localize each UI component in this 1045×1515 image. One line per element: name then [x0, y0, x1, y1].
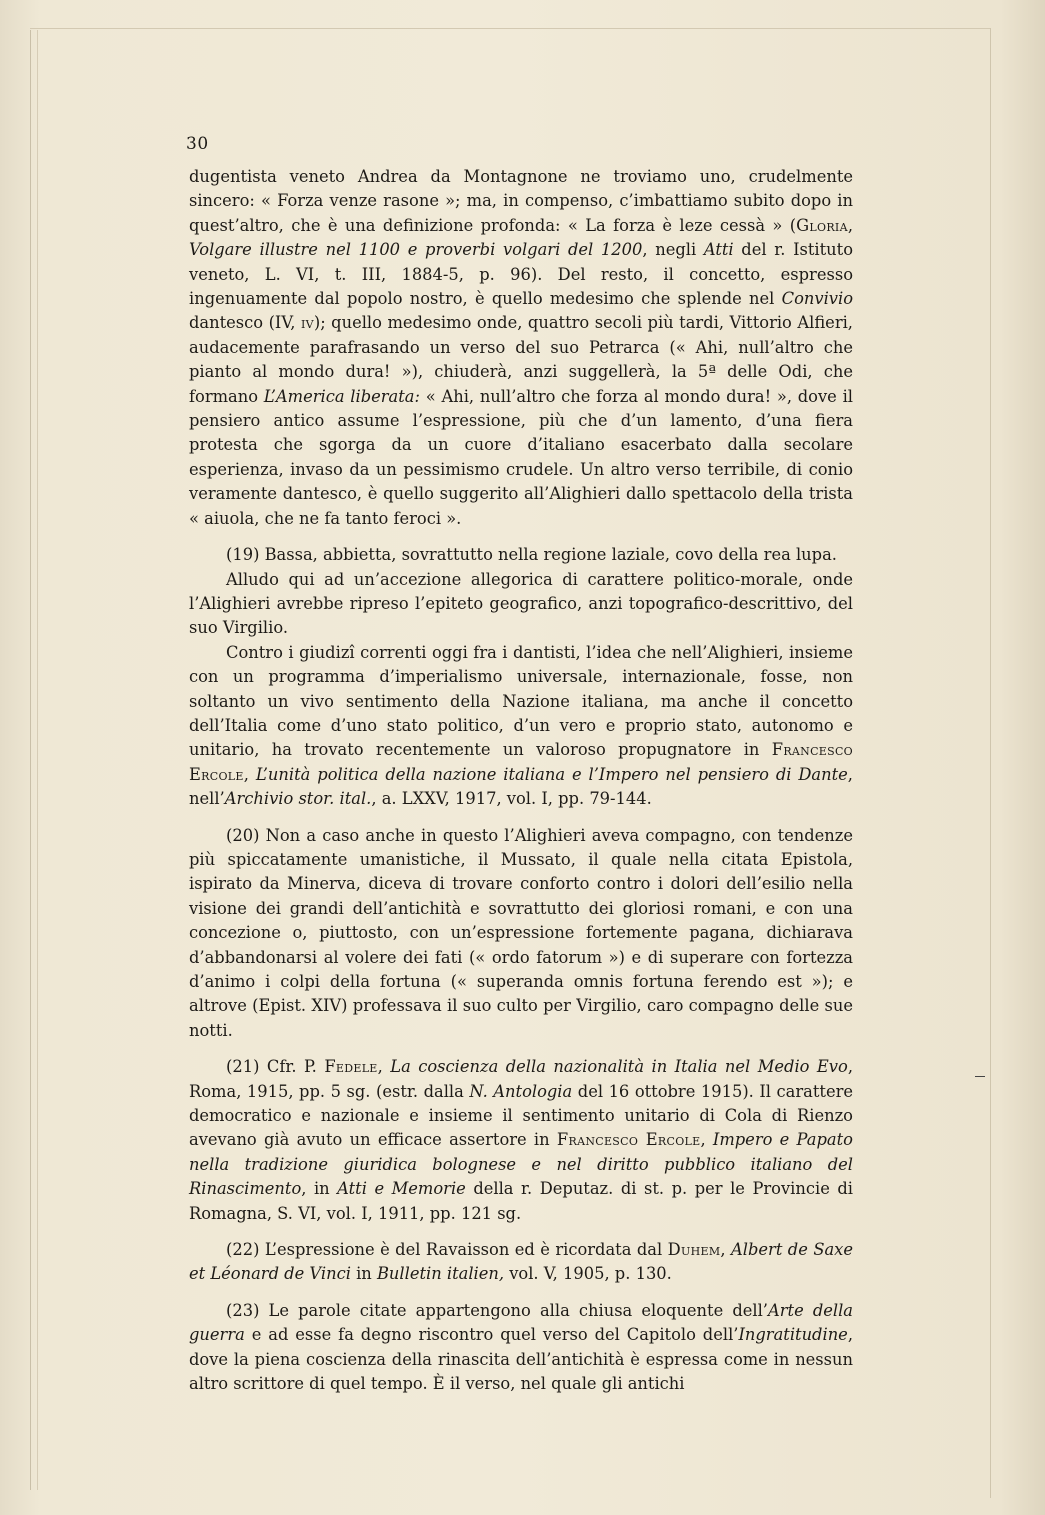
italic-text: Archivio stor. ital.	[224, 789, 372, 809]
author-name: iv	[300, 313, 314, 333]
italic-text: Albert de Saxe et Léonard de Vinci	[189, 1240, 853, 1284]
text-run: « Ahi, null’altro che forza al mondo dura! », dove il pensiero antico assume l’espressione, più che d’un lamento, d’una fiera protesta che sgorga da un cuore d’italiano esacerbato dalla secolare esperienza, invaso da un pessimismo crudele. Un altro verso terribile, di conio veramente dantesco, è quello suggerito all’Alighieri dallo spettacolo della trista « aiuola, che ne fa tanto feroci ».	[189, 386, 853, 528]
text-run: , nell’	[189, 764, 853, 809]
italic-text: Impero e Papato nella tradizione giuridica bolognese e nel diritto pubblico italiano del Rinascimento	[189, 1130, 853, 1199]
paragraph	[189, 1055, 853, 1226]
page-edge-left	[30, 30, 38, 1490]
italic-text: Ingratitudine	[738, 1325, 848, 1345]
page-number: 30	[186, 134, 209, 154]
text-run: Alludo qui ad un’accezione allegorica di carattere politico-morale, onde l’Alighieri avrebbe ripreso l’epiteto geografico, anzi topografico-descrittivo, del suo Virgilio.	[189, 569, 853, 638]
text-run: in	[350, 1264, 377, 1284]
paragraph	[189, 824, 853, 1044]
italic-text: La coscienza della nazionalità in Italia nel Medio Evo	[390, 1057, 848, 1077]
author-name: Francesco Ercole	[189, 740, 853, 784]
text-run: e ad esse fa degno riscontro quel verso del Capitolo dell’	[244, 1325, 739, 1345]
text-run: ,	[243, 764, 256, 784]
text-run: (22) L’espressione è del Ravaisson ed è ricordata dal	[226, 1240, 668, 1260]
italic-text: Arte della guerra	[189, 1300, 853, 1345]
text-run: (20) Non a caso anche in questo l’Alighieri aveva compagno, con tendenze più spiccatamente umanistiche, il Mussato, il quale nella citata Epistola, ispirato da Minerva, diceva di trovare conforto contro i dolori dell’esilio nella visione dei grandi dell’antichità e sovrattutto dei gloriosi romani, e con una concezione o, piuttosto, con un’espressione fortemente pagana, dichiarava d’abbandonarsi al volere dei fati (« ordo fatorum ») e di superare con fortezza d’animo i colpi della fortuna (« superanda omnis fortuna ferendo est »); e altrove (Epist. XIV) professava il suo culto per Virgilio, caro compagno delle sue notti.	[189, 825, 853, 1040]
text-run: dantesco (IV,	[189, 313, 301, 333]
text-run: dugentista veneto Andrea da Montagnone ne troviamo uno, crudelmente sincero: « Forza venze rasone »; ma, in compenso, c’imbattiamo subito dopo in quest’altro, che è una definizione profonda: « La forza è leze cessà » (	[189, 167, 853, 235]
italic-text: Convivio	[781, 289, 853, 309]
text-run: ,	[847, 215, 853, 235]
text-run: , dove la piena coscienza della rinascita dell’antichità è espressa come in nessun altro scrittore di quel tempo. È il verso, nel quale gli antichi	[189, 1325, 853, 1394]
text-run: Contro i giudizî correnti oggi fra i dantisti, l’idea che nell’Alighieri, insieme con un programma d’imperialismo universale, internazionale, fosse, non soltanto un vivo sentimento della Nazione italiana, ma anche il concetto dell’Italia come d’uno stato politico, d’un vero e proprio stato, autonomo e unitario, ha trovato recentemente un valoroso propugnatore in	[189, 642, 853, 760]
italic-text: Volgare illustre nel 1100 e proverbi volgari del 1200	[189, 240, 643, 260]
italic-text: L’America liberata:	[263, 386, 420, 406]
body-text	[189, 165, 853, 1397]
text-run: (23) Le parole citate appartengono alla chiusa eloquente dell’	[226, 1300, 768, 1320]
author-name: Gloria	[796, 215, 848, 235]
text-run: , in	[301, 1179, 338, 1199]
text-run: , negli	[642, 240, 704, 260]
paragraph	[189, 165, 853, 531]
author-name: Fedele	[324, 1057, 378, 1077]
text-run: vol. V, 1905, p. 130.	[504, 1264, 672, 1284]
page-edge-right	[990, 28, 991, 1498]
page-edge-top	[30, 28, 990, 29]
paragraph	[189, 568, 853, 641]
text-run: , Roma, 1915, pp. 5 sg. (estr. dalla	[189, 1057, 853, 1101]
author-name: Duhem	[667, 1240, 721, 1260]
italic-text: Bulletin italien,	[376, 1264, 505, 1284]
text-run: del r. Istituto veneto, L. VI, t. III, 1884-5, p. 96). Del resto, il concetto, espresso ingenuamente dal popolo nostro, è quello medesimo che splende nel	[189, 240, 854, 309]
text-run: della r. Deputaz. di st. p. per le Provincie di Romagna, S. VI, vol. I, 1911, pp. 121 sg.	[189, 1179, 853, 1223]
text-run: ,	[720, 1240, 732, 1260]
text-run: , a. LXXV, 1917, vol. I, pp. 79-144.	[371, 789, 652, 809]
italic-text: L’unità politica della nazione italiana e l’Impero nel pensiero di Dante	[255, 764, 848, 784]
italic-text: Atti e Memorie	[337, 1179, 466, 1199]
italic-text: Atti	[703, 240, 734, 260]
text-run: del 16 ottobre 1915). Il carattere democratico e nazionale e insieme il sentimento unitario di Cola di Rienzo avevano già avuto un efficace assertore in	[189, 1081, 854, 1150]
text-run: (19) Bassa, abbietta, sovrattutto nella regione laziale, covo della rea lupa.	[226, 545, 837, 565]
paragraph	[189, 1299, 853, 1397]
text-run: ,	[700, 1130, 713, 1150]
margin-mark	[975, 1076, 985, 1077]
text-run: (21) Cfr. P.	[226, 1057, 325, 1077]
paragraph	[189, 1238, 853, 1287]
paragraph	[189, 543, 853, 567]
italic-text: N. Antologia	[469, 1081, 573, 1101]
author-name: Francesco Ercole	[556, 1130, 701, 1150]
paragraph	[189, 641, 853, 812]
text-run: ,	[377, 1057, 391, 1077]
text-run: ); quello medesimo onde, quattro secoli più tardi, Vittorio Alfieri, audacemente parafrasando un verso del suo Petrarca (« Ahi, null’altro che pianto al mondo dura! »), chiuderà, anzi suggellerà, la 5ª delle Odi, che formano	[189, 313, 853, 406]
